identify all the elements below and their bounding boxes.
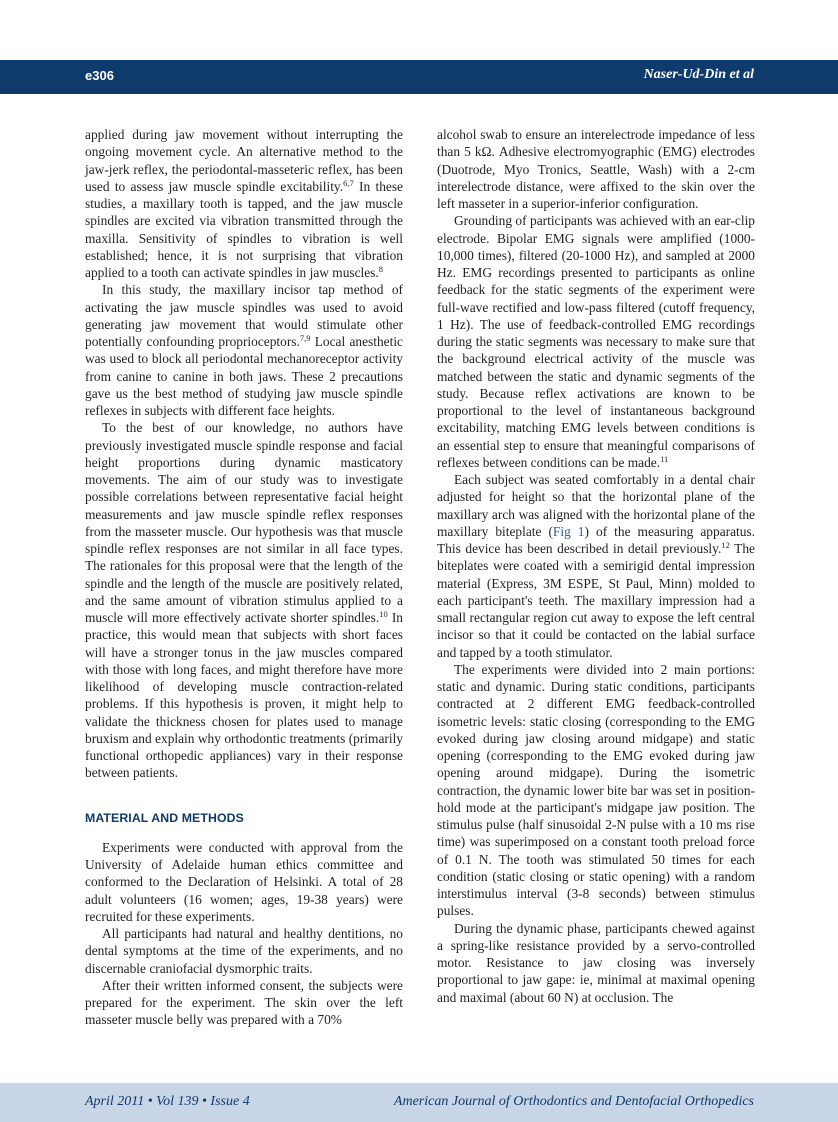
paragraph: Grounding of participants was achieved with an ear-clip electrode. Bipolar EMG signals were amplified (1000-10,000 times), filtered (20-1000 Hz), and sampled at 2000 Hz. EMG recordings presented to participants as online feedback for the static segments of the experiment were full-wave rectified and low-pass filtered (cutoff frequency, 1 Hz). The use of feedback-controlled EMG recordings during the static segments was necessary to make sure that the background electrical activity of the muscle was matched between the static and dynamic segments of the study. Because reflex activations are known to be proportional to the level of instantaneous background excitability, matching EMG levels between conditions is an essential step to ensure that meaningful comparisons of reflexes between conditions can be made.$^{11}$ [437, 213, 755, 470]
paragraph: During the dynamic phase, participants chewed against a spring-like resistance provided by a servo-controlled motor. Resistance to jaw closing was inversely proportional to jaw gape: ie, minimal at maximal opening and maximal (about 60 N) at occlusion. The [437, 920, 755, 1005]
paragraph: The experiments were divided into 2 main portions: static and dynamic. During static conditions, participants contracted at 2 different EMG feedback-controlled isometric levels: static closing (corresponding to the EMG evoked during jaw closing around midgape) and static opening (corresponding to the EMG evoked during jaw opening around midgape). During the isometric contraction, the dynamic lower bite bar was set in position-hold mode at the participant's midgape jaw position. The stimulus pulse (half sinusoidal 2-N pulse with a 10 ms rise time) was superimposed on a constant tooth preload force of 0.1 N. The tooth was stimulated 50 times for each condition (static closing or static opening) with a random interstimulus interval (3-8 seconds) between stimulus pulses. [437, 661, 755, 919]
right-column [437, 126, 755, 1006]
citation: 12 [721, 540, 730, 550]
paragraph: In this study, the maxillary incisor tap method of activating the jaw muscle spindles was used to avoid generating jaw movement that would stimulate other potentially confounding proprioceptors.$^{7,9}$ Local anesthetic was used to block all periodontal mechanoreceptor activity from canine to canine in both jaws. These 2 precautions gave us the best method of studying jaw muscle spindle reflexes in subjects with different face heights. [85, 282, 403, 418]
citation: 7,9 [299, 333, 311, 343]
figure-link[interactable]: Fig 1 [552, 523, 585, 539]
paragraph: To the best of our knowledge, no authors have previously investigated muscle spindle response and facial height proportions during dynamic masticatory movements. The aim of our study was to investigate possible correlations between representative facial height measurements and jaw muscle spindle reflex responses from the masseter muscle. Our hypothesis was that muscle spindle reflex responses are not similar in all face types. The rationales for this proposal were that the length of the spindle and the length of the muscle are positively related, and the same amount of vibration stimulus applied to a muscle will more effectively activate shorter spindles.$^{10}$ In practice, this would mean that subjects with short faces will have a stronger tonus in the jaw muscles compared with those with long faces, and might therefore have more likelihood of developing muscle contraction-related problems. If this hypothesis is proven, it might help to validate the thickness chosen for plates used to manage bruxism and explain why orthodontic treatments (primarily functional orthopedic appliances) vary in their response between patients. [85, 420, 403, 781]
citation: 6,7 [343, 177, 354, 188]
paragraph: After their written informed consent, the subjects were prepared for the experiment. The skin over the left masseter muscle belly was prepared with a 70% [85, 977, 403, 1028]
paragraph: Experiments were conducted with approval from the University of Adelaide human ethics committee and conformed to the Declaration of Helsinki. A total of 28 adult volunteers (16 women; ages, 19-38 years) were recruited for these experiments. [85, 839, 403, 924]
left-column [85, 126, 403, 1029]
citation: 11 [660, 453, 669, 464]
citation: 8 [378, 264, 384, 274]
issue-info: April 2011 • Vol 139 • Issue 4 [85, 1094, 250, 1109]
section-heading: MATERIAL AND METHODS [85, 810, 244, 825]
paragraph: alcohol swab to ensure an interelectrode impedance of less than 5 kΩ. Adhesive electromyographic (EMG) electrodes (Duotrode, Myo Tronics, Seattle, Wash) with a 2-cm interelectrode distance, were affixed to the skin over the left masseter in a superior-inferior configuration. [437, 127, 755, 211]
paragraph: All participants had natural and healthy dentitions, no dental symptoms at the time of the experiments, and no discernable craniofacial dysmorphic traits. [85, 926, 403, 976]
paragraph: applied during jaw movement without interrupting the ongoing movement cycle. An alternative method to the jaw-jerk reflex, the periodontal-masseteric reflex, has been used to assess jaw muscle spindle excitability.$^{6,7}$ In these studies, a maxillary tooth is tapped, and the jaw muscle spindles are excited via vibration transmitted through the maxilla. Sensitivity of spindles to vibration is well established; hence, it is not surprising that vibration applied to a tooth can activate spindles in jaw muscles.$^8$ [85, 127, 403, 280]
running-footer [0, 1083, 838, 1122]
paragraph: Each subject was seated comfortably in a dental chair adjusted for height so that the horizontal plane of the maxillary arch was aligned with the horizontal plane of the maxillary biteplate (Fig 1) of the measuring apparatus. This device has been described in detail previously.$^{12}$ The biteplates were coated with a semirigid dental impression material (Express, 3M ESPE, St Paul, Minn) molded to each participant's teeth. The maxillary impression had a small rectangular region cut away to expose the left central incisor so that it could be contacted on the labial surface and tapped by a tooth stimulator. [437, 472, 756, 660]
citation: 10 [379, 609, 388, 619]
journal-name: American Journal of Orthodontics and Dentofacial Orthopedics [393, 1094, 754, 1109]
running-authors: Naser-Ud-Din et al [643, 67, 754, 82]
running-header [0, 60, 838, 94]
page-number: e306 [85, 68, 114, 83]
